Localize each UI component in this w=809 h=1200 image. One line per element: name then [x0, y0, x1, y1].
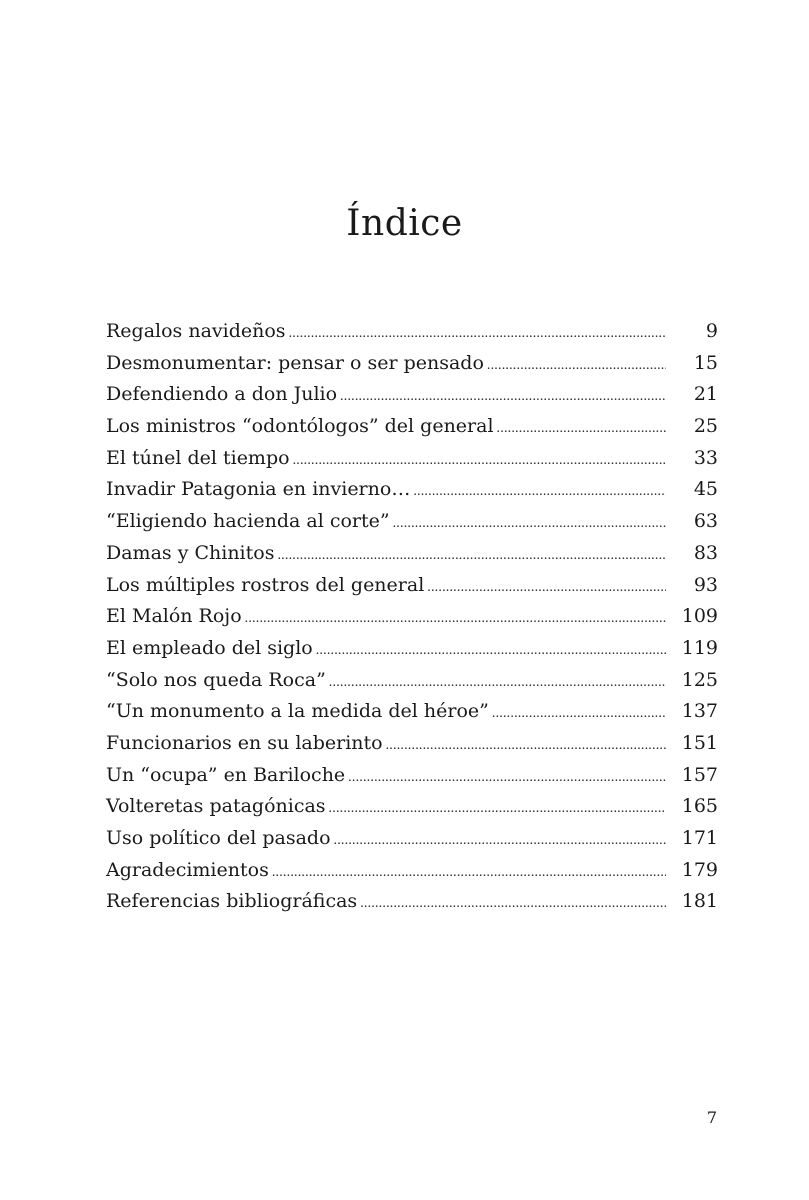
toc-entry-title: El túnel del tiempo — [106, 446, 290, 469]
toc-entry — [106, 886, 718, 918]
toc-entry-title: Regalos navideños — [106, 320, 286, 342]
toc-entry — [106, 316, 718, 348]
toc-entry-page: 181 — [681, 890, 718, 913]
dot-leader — [289, 318, 666, 350]
dot-leader — [393, 508, 666, 540]
dot-leader — [386, 730, 666, 762]
toc-entry-title: El empleado del siglo — [106, 636, 313, 659]
toc-entry-page: 63 — [693, 510, 718, 533]
toc-entry — [106, 570, 718, 602]
dot-leader — [497, 413, 666, 445]
toc-entry-title: El Malón Rojo — [106, 605, 242, 628]
page-title: Índice — [346, 203, 463, 244]
toc-entry — [106, 601, 718, 633]
dot-leader — [492, 698, 666, 730]
toc-entry — [106, 760, 718, 792]
toc-entry-title: Funcionarios en su laberinto — [106, 731, 383, 754]
toc-entry — [106, 855, 718, 887]
dot-leader — [348, 762, 666, 794]
toc-entry-page: 157 — [681, 763, 718, 786]
toc-entry-page: 21 — [693, 383, 718, 406]
dot-leader — [334, 825, 666, 857]
dot-leader — [277, 540, 666, 572]
toc-entry-page: 171 — [681, 827, 718, 849]
toc-entry-page: 165 — [681, 795, 718, 818]
dot-leader — [316, 635, 666, 667]
toc-entry-title: Los múltiples rostros del general — [106, 573, 425, 596]
toc-entry-title: Damas y Chinitos — [106, 541, 275, 564]
toc-entry — [106, 665, 718, 697]
dot-leader — [340, 381, 666, 413]
dot-leader — [245, 603, 666, 635]
toc-entry — [106, 443, 718, 475]
toc-entry-title: “Eligiendo hacienda al corte” — [106, 510, 390, 533]
toc-entry-page: 93 — [693, 573, 718, 596]
toc-entry-title: Volteretas patagónicas — [106, 795, 326, 818]
toc-entry-title: Invadir Patagonia en invierno… — [106, 478, 411, 501]
toc-entry-title: Desmonumentar: pensar o ser pensado — [106, 351, 484, 374]
toc-entry — [106, 823, 718, 855]
dot-leader — [293, 445, 666, 477]
toc-entry-page: 109 — [681, 605, 718, 628]
toc-entry-page: 125 — [681, 668, 718, 691]
toc-entry-page: 33 — [693, 446, 718, 469]
dot-leader — [329, 793, 666, 825]
toc-entry — [106, 538, 718, 570]
toc-entry-title: Defendiendo a don Julio — [106, 383, 338, 406]
toc-entry-page: 151 — [681, 731, 718, 754]
toc-entry-title: “Solo nos queda Roca” — [106, 668, 326, 691]
toc-entry — [106, 791, 718, 823]
toc-entry-title: Referencias bibliográficas — [106, 890, 358, 913]
dot-leader — [360, 888, 666, 920]
toc-entry — [106, 633, 718, 665]
toc-entry — [106, 379, 718, 411]
dot-leader — [413, 476, 666, 508]
toc-entry-page: 25 — [693, 415, 718, 438]
toc-entry-page: 45 — [693, 478, 718, 501]
toc-entry — [106, 696, 718, 728]
toc-entry-page: 119 — [681, 636, 718, 659]
page-number: 7 — [706, 1108, 717, 1127]
dot-leader — [329, 667, 666, 699]
toc-entry-title: Agradecimientos — [106, 858, 269, 881]
toc-entry — [106, 348, 718, 380]
toc-entry — [106, 411, 718, 443]
toc-entry-title: Los ministros “odontólogos” del general — [106, 415, 494, 438]
toc-entry-page: 137 — [681, 700, 718, 723]
toc-entry-page: 9 — [705, 320, 718, 342]
toc-entry-title: “Un monumento a la medida del héroe” — [106, 700, 489, 723]
dot-leader — [427, 572, 666, 604]
toc-entry-page: 83 — [693, 541, 718, 564]
toc-entry — [106, 474, 718, 506]
toc-entry — [106, 506, 718, 538]
toc-entry-title: Un “ocupa” en Bariloche — [106, 763, 346, 786]
toc-entry-title: Uso político del pasado — [106, 827, 331, 849]
dot-leader — [272, 857, 666, 889]
toc-entry — [106, 728, 718, 760]
dot-leader — [487, 350, 666, 382]
toc-entry-page: 15 — [693, 351, 718, 374]
toc-entry-page: 179 — [681, 858, 718, 881]
table-of-contents — [106, 316, 718, 918]
